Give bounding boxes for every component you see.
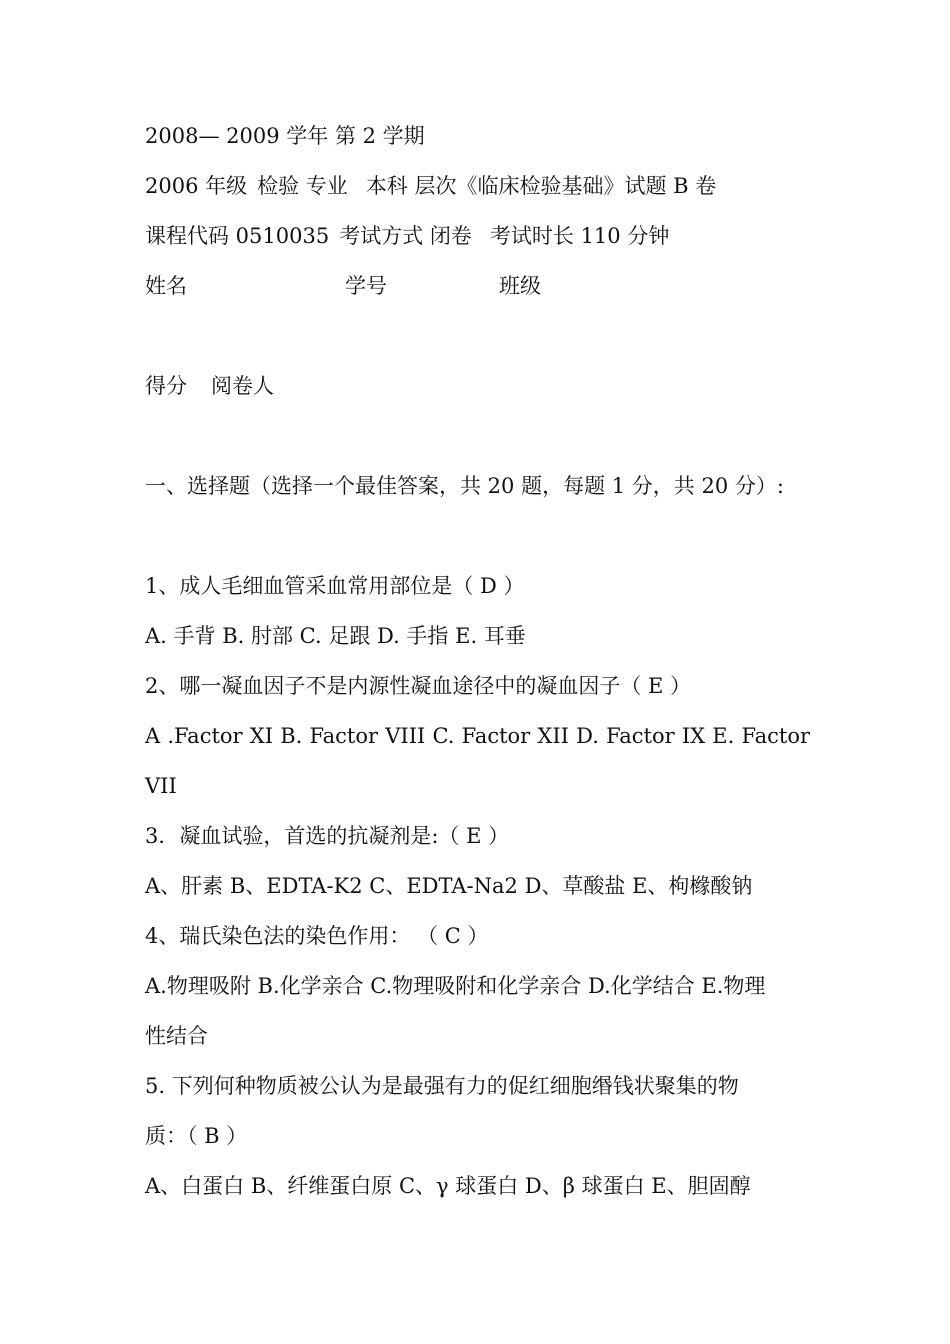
question-5: 5. 下列何种物质被公认为是最强有力的促红细胞缗钱状聚集的物 xyxy=(145,1074,739,1098)
question-2-options-cont: VII xyxy=(145,774,177,798)
class-label: 班级 xyxy=(499,274,541,298)
question-3: 3．凝血试验，首选的抗凝剂是:（ E ） xyxy=(145,824,510,848)
grade: 2006 年级 xyxy=(145,174,248,198)
exam-mode: 考试方式 闭卷 xyxy=(339,224,472,248)
score-label: 得分 xyxy=(145,374,187,398)
course-line xyxy=(145,223,810,249)
grade-line xyxy=(145,173,810,199)
question-5-cont: 质：（ B ） xyxy=(145,1124,248,1148)
course-code: 课程代码 0510035 xyxy=(145,224,330,248)
question-3-options: A、肝素 B、EDTA-K2 C、EDTA-Na2 D、草酸盐 E、枸橼酸钠 xyxy=(145,874,753,898)
major: 检验 专业 xyxy=(257,174,348,198)
level: 本科 层次 xyxy=(365,174,457,198)
question-4-options-cont: 性结合 xyxy=(145,1024,208,1048)
question-4: 4、瑞氏染色法的染色作用： （ C ） xyxy=(145,924,489,948)
name-label: 姓名 xyxy=(145,274,187,298)
student-info-line xyxy=(145,273,810,299)
term-line: 2008— 2009 学年 第 2 学期 xyxy=(145,124,425,148)
score-line xyxy=(145,373,810,399)
question-4-options: A.物理吸附 B.化学亲合 C.物理吸附和化学亲合 D.化学结合 E.物理 xyxy=(145,974,766,998)
grader-label: 阅卷人 xyxy=(211,374,274,398)
question-5-options: A、白蛋白 B、纤维蛋白原 C、γ 球蛋白 D、β 球蛋白 E、胆固醇 xyxy=(145,1174,751,1198)
question-2-options: A .Factor XI B. Factor VIII C. Factor XII D. Factor IX E. Factor xyxy=(145,724,810,748)
id-label: 学号 xyxy=(345,274,387,298)
duration: 考试时长 110 分钟 xyxy=(489,224,670,248)
question-2: 2、哪一凝血因子不是内源性凝血途径中的凝血因子（ E ） xyxy=(145,674,692,698)
question-1-options: A. 手背 B. 肘部 C. 足跟 D. 手指 E. 耳垂 xyxy=(145,624,526,648)
section-title: 一、选择题（选择一个最佳答案，共 20 题，每题 1 分，共 20 分）: xyxy=(145,474,784,498)
exam-title: 《临床检验基础》试题 B 卷 xyxy=(456,174,717,198)
question-1: 1、成人毛细血管采血常用部位是（ D ） xyxy=(145,574,525,598)
